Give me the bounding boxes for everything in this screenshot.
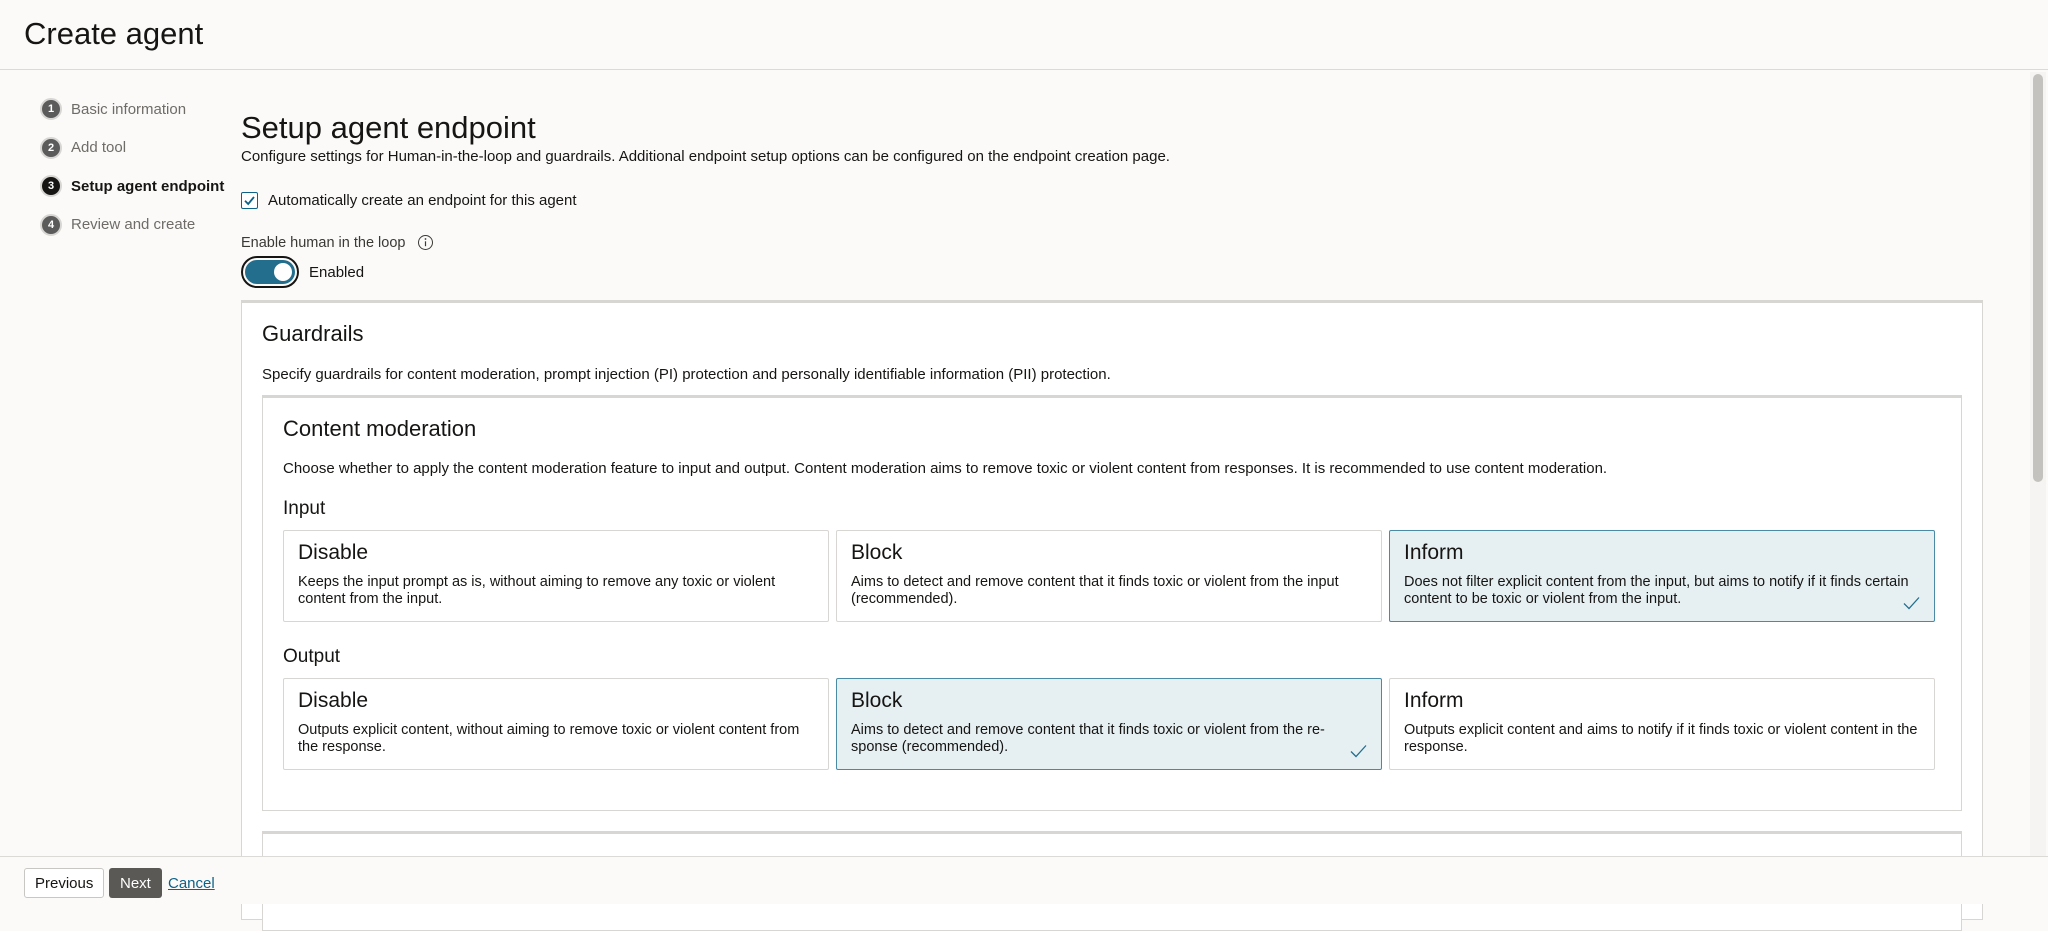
card-title: Inform xyxy=(1404,541,1464,564)
card-title: Block xyxy=(851,541,903,564)
card-title: Disable xyxy=(298,689,369,712)
step-basic-information[interactable] xyxy=(40,98,224,120)
output-option-disable[interactable] xyxy=(283,678,829,770)
next-button[interactable]: Next xyxy=(109,868,162,898)
hitl-state-label: Enabled xyxy=(309,263,365,281)
step-label: Add tool xyxy=(71,139,127,156)
card-description: Keeps the input prompt as is, without aiming to remove any toxic or violent content from the input. xyxy=(298,574,776,607)
checkmark-icon xyxy=(243,194,256,207)
hitl-toggle-row xyxy=(241,256,364,288)
content-moderation-description: Choose whether to apply the content moderation feature to input and output. Content moderation aims to remove toxic or violent content from responses. It is recommended to use content moderation. xyxy=(283,460,1608,477)
hitl-toggle[interactable] xyxy=(241,256,299,288)
output-label: Output xyxy=(283,646,341,667)
toggle-knob xyxy=(274,263,292,281)
section-title: Setup agent endpoint xyxy=(241,110,536,145)
selected-check-icon xyxy=(1903,596,1920,610)
auto-endpoint-row xyxy=(241,192,577,209)
card-description: Outputs explicit content and aims to notify if it finds toxic or violent content in the response. xyxy=(1404,722,1918,755)
input-option-disable[interactable] xyxy=(283,530,829,622)
card-description: Does not filter explicit content from the input, but aims to notify if it finds certain content to be toxic or violent from the input. xyxy=(1404,574,1909,607)
step-number: 2 xyxy=(40,137,62,159)
hitl-label-row xyxy=(241,234,434,251)
toggle-track xyxy=(245,260,295,284)
output-option-block[interactable] xyxy=(836,678,1382,770)
step-label: Basic information xyxy=(71,100,187,118)
input-label: Input xyxy=(283,498,326,519)
step-review-and-create[interactable] xyxy=(40,214,224,236)
hitl-label: Enable human in the loop xyxy=(241,234,406,251)
card-description: Outputs explicit content, without aiming to remove toxic or violent content from the response. xyxy=(298,722,800,755)
output-options xyxy=(283,678,1935,770)
card-title: Block xyxy=(851,689,903,712)
wizard-stepper xyxy=(40,98,224,252)
auto-endpoint-label[interactable]: Automatically create an endpoint for this agent xyxy=(268,192,577,209)
section-description: Configure settings for Human-in-the-loop and guardrails. Additional endpoint setup options can be configured on the endpoint creation page. xyxy=(241,148,1170,165)
content-moderation-title: Content moderation xyxy=(283,416,477,441)
page-title: Create agent xyxy=(24,16,204,51)
input-options xyxy=(283,530,1935,622)
page-header xyxy=(0,0,2048,70)
content-moderation-panel xyxy=(262,395,1962,811)
step-number: 1 xyxy=(40,98,62,120)
card-description: Aims to detect and remove content that it finds toxic or violent from the re- sponse (recommended). xyxy=(851,722,1325,755)
input-option-block[interactable] xyxy=(836,530,1382,622)
step-setup-agent-endpoint[interactable] xyxy=(40,175,224,197)
card-title: Disable xyxy=(298,541,369,564)
input-option-inform[interactable] xyxy=(1389,530,1935,622)
step-label: Review and create xyxy=(71,216,196,233)
selected-check-icon xyxy=(1350,744,1367,758)
guardrails-title: Guardrails xyxy=(262,321,364,346)
info-icon[interactable] xyxy=(417,234,434,251)
scrollbar-thumb[interactable] xyxy=(2033,74,2043,482)
guardrails-description: Specify guardrails for content moderation, prompt injection (PI) protection and personally identifiable information (PII) protection. xyxy=(262,366,1111,383)
card-title: Inform xyxy=(1404,689,1464,712)
step-label: Setup agent endpoint xyxy=(71,177,225,195)
card-description: Aims to detect and remove content that it finds toxic or violent from the input (recommended). xyxy=(851,574,1339,607)
vertical-scrollbar[interactable] xyxy=(2030,72,2046,856)
step-number: 3 xyxy=(40,175,62,197)
main-content xyxy=(241,70,1981,856)
previous-button[interactable]: Previous xyxy=(24,868,104,898)
guardrails-panel xyxy=(241,300,1983,920)
step-number: 4 xyxy=(40,214,62,236)
step-add-tool[interactable] xyxy=(40,137,224,159)
output-option-inform[interactable] xyxy=(1389,678,1935,770)
wizard-footer xyxy=(0,856,2048,904)
cancel-link[interactable]: Cancel xyxy=(168,875,215,892)
auto-endpoint-checkbox[interactable] xyxy=(241,192,258,209)
